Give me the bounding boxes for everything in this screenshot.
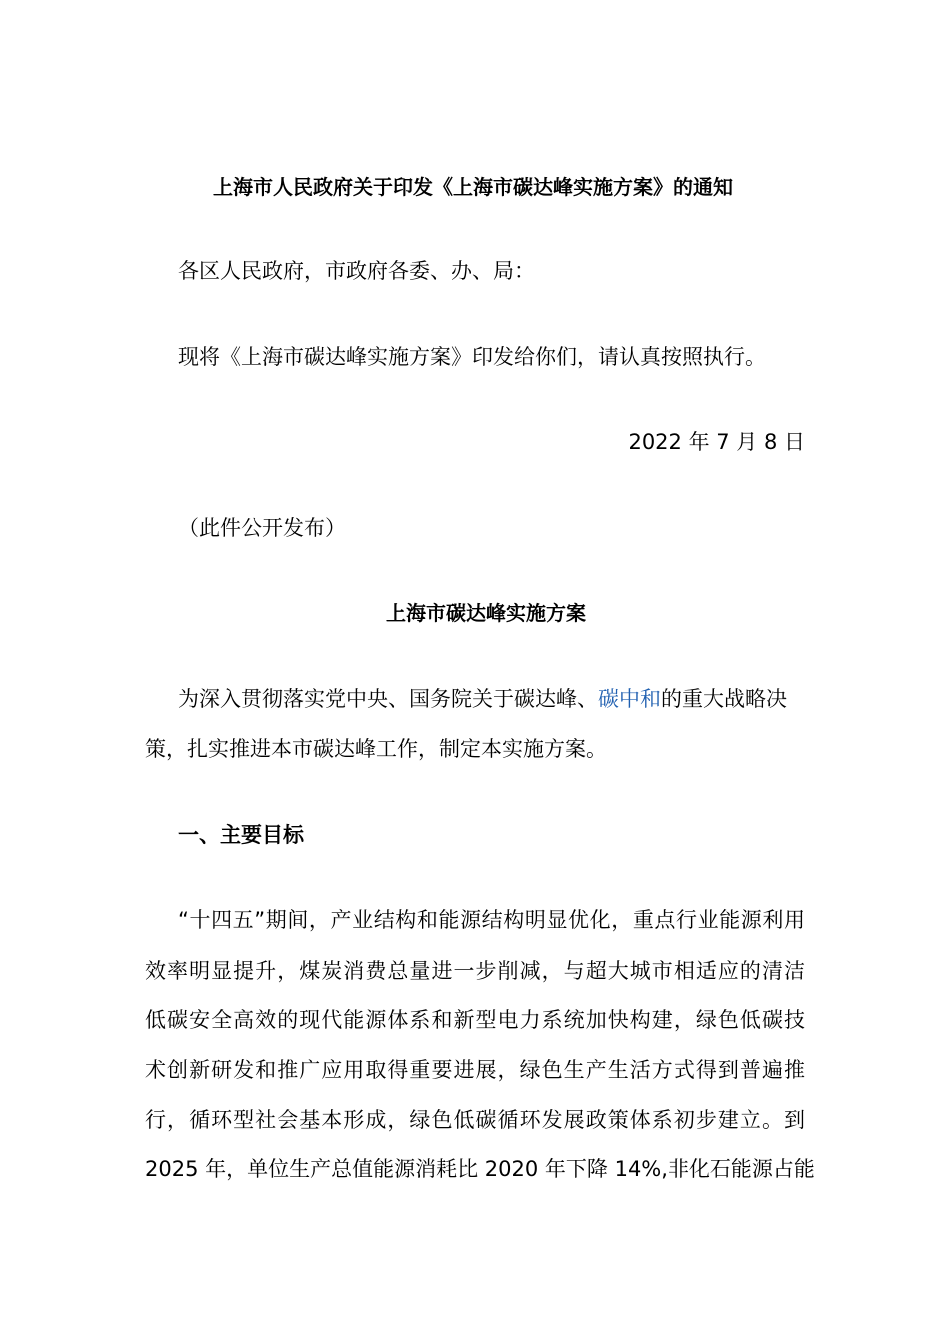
paragraph-line: “十四五”期间，产业结构和能源结构明显优化，重点行业能源利用: [178, 908, 805, 932]
section-heading: 一、主要目标: [178, 823, 304, 847]
publication-note: （此件公开发布）: [178, 516, 346, 540]
notice-date: 2022 年 7 月 8 日: [628, 430, 805, 454]
intro-text-part2: 的重大战略决: [661, 687, 787, 711]
intro-line-1: [178, 684, 787, 714]
carbon-neutrality-link[interactable]: 碳中和: [598, 687, 661, 711]
intro-text-part1: 为深入贯彻落实党中央、国务院关于碳达峰、: [178, 687, 598, 711]
notice-title: 上海市人民政府关于印发《上海市碳达峰实施方案》的通知: [213, 175, 733, 199]
paragraph-line: 2025 年，单位生产总值能源消耗比 2020 年下降 14%,非化石能源占能: [145, 1157, 815, 1181]
notice-body: 现将《上海市碳达峰实施方案》印发给你们，请认真按照执行。: [178, 345, 766, 369]
intro-line-2: 策，扎实推进本市碳达峰工作，制定本实施方案。: [145, 737, 607, 761]
salutation: 各区人民政府，市政府各委、办、局：: [178, 259, 535, 283]
plan-title: 上海市碳达峰实施方案: [386, 601, 586, 625]
paragraph-line: 效率明显提升，煤炭消费总量进一步削减，与超大城市相适应的清洁: [145, 959, 805, 983]
paragraph-line: 术创新研发和推广应用取得重要进展，绿色生产生活方式得到普遍推: [145, 1058, 805, 1082]
paragraph-line: 行，循环型社会基本形成，绿色低碳循环发展政策体系初步建立。到: [145, 1108, 805, 1132]
paragraph-line: 低碳安全高效的现代能源体系和新型电力系统加快构建，绿色低碳技: [145, 1008, 805, 1032]
